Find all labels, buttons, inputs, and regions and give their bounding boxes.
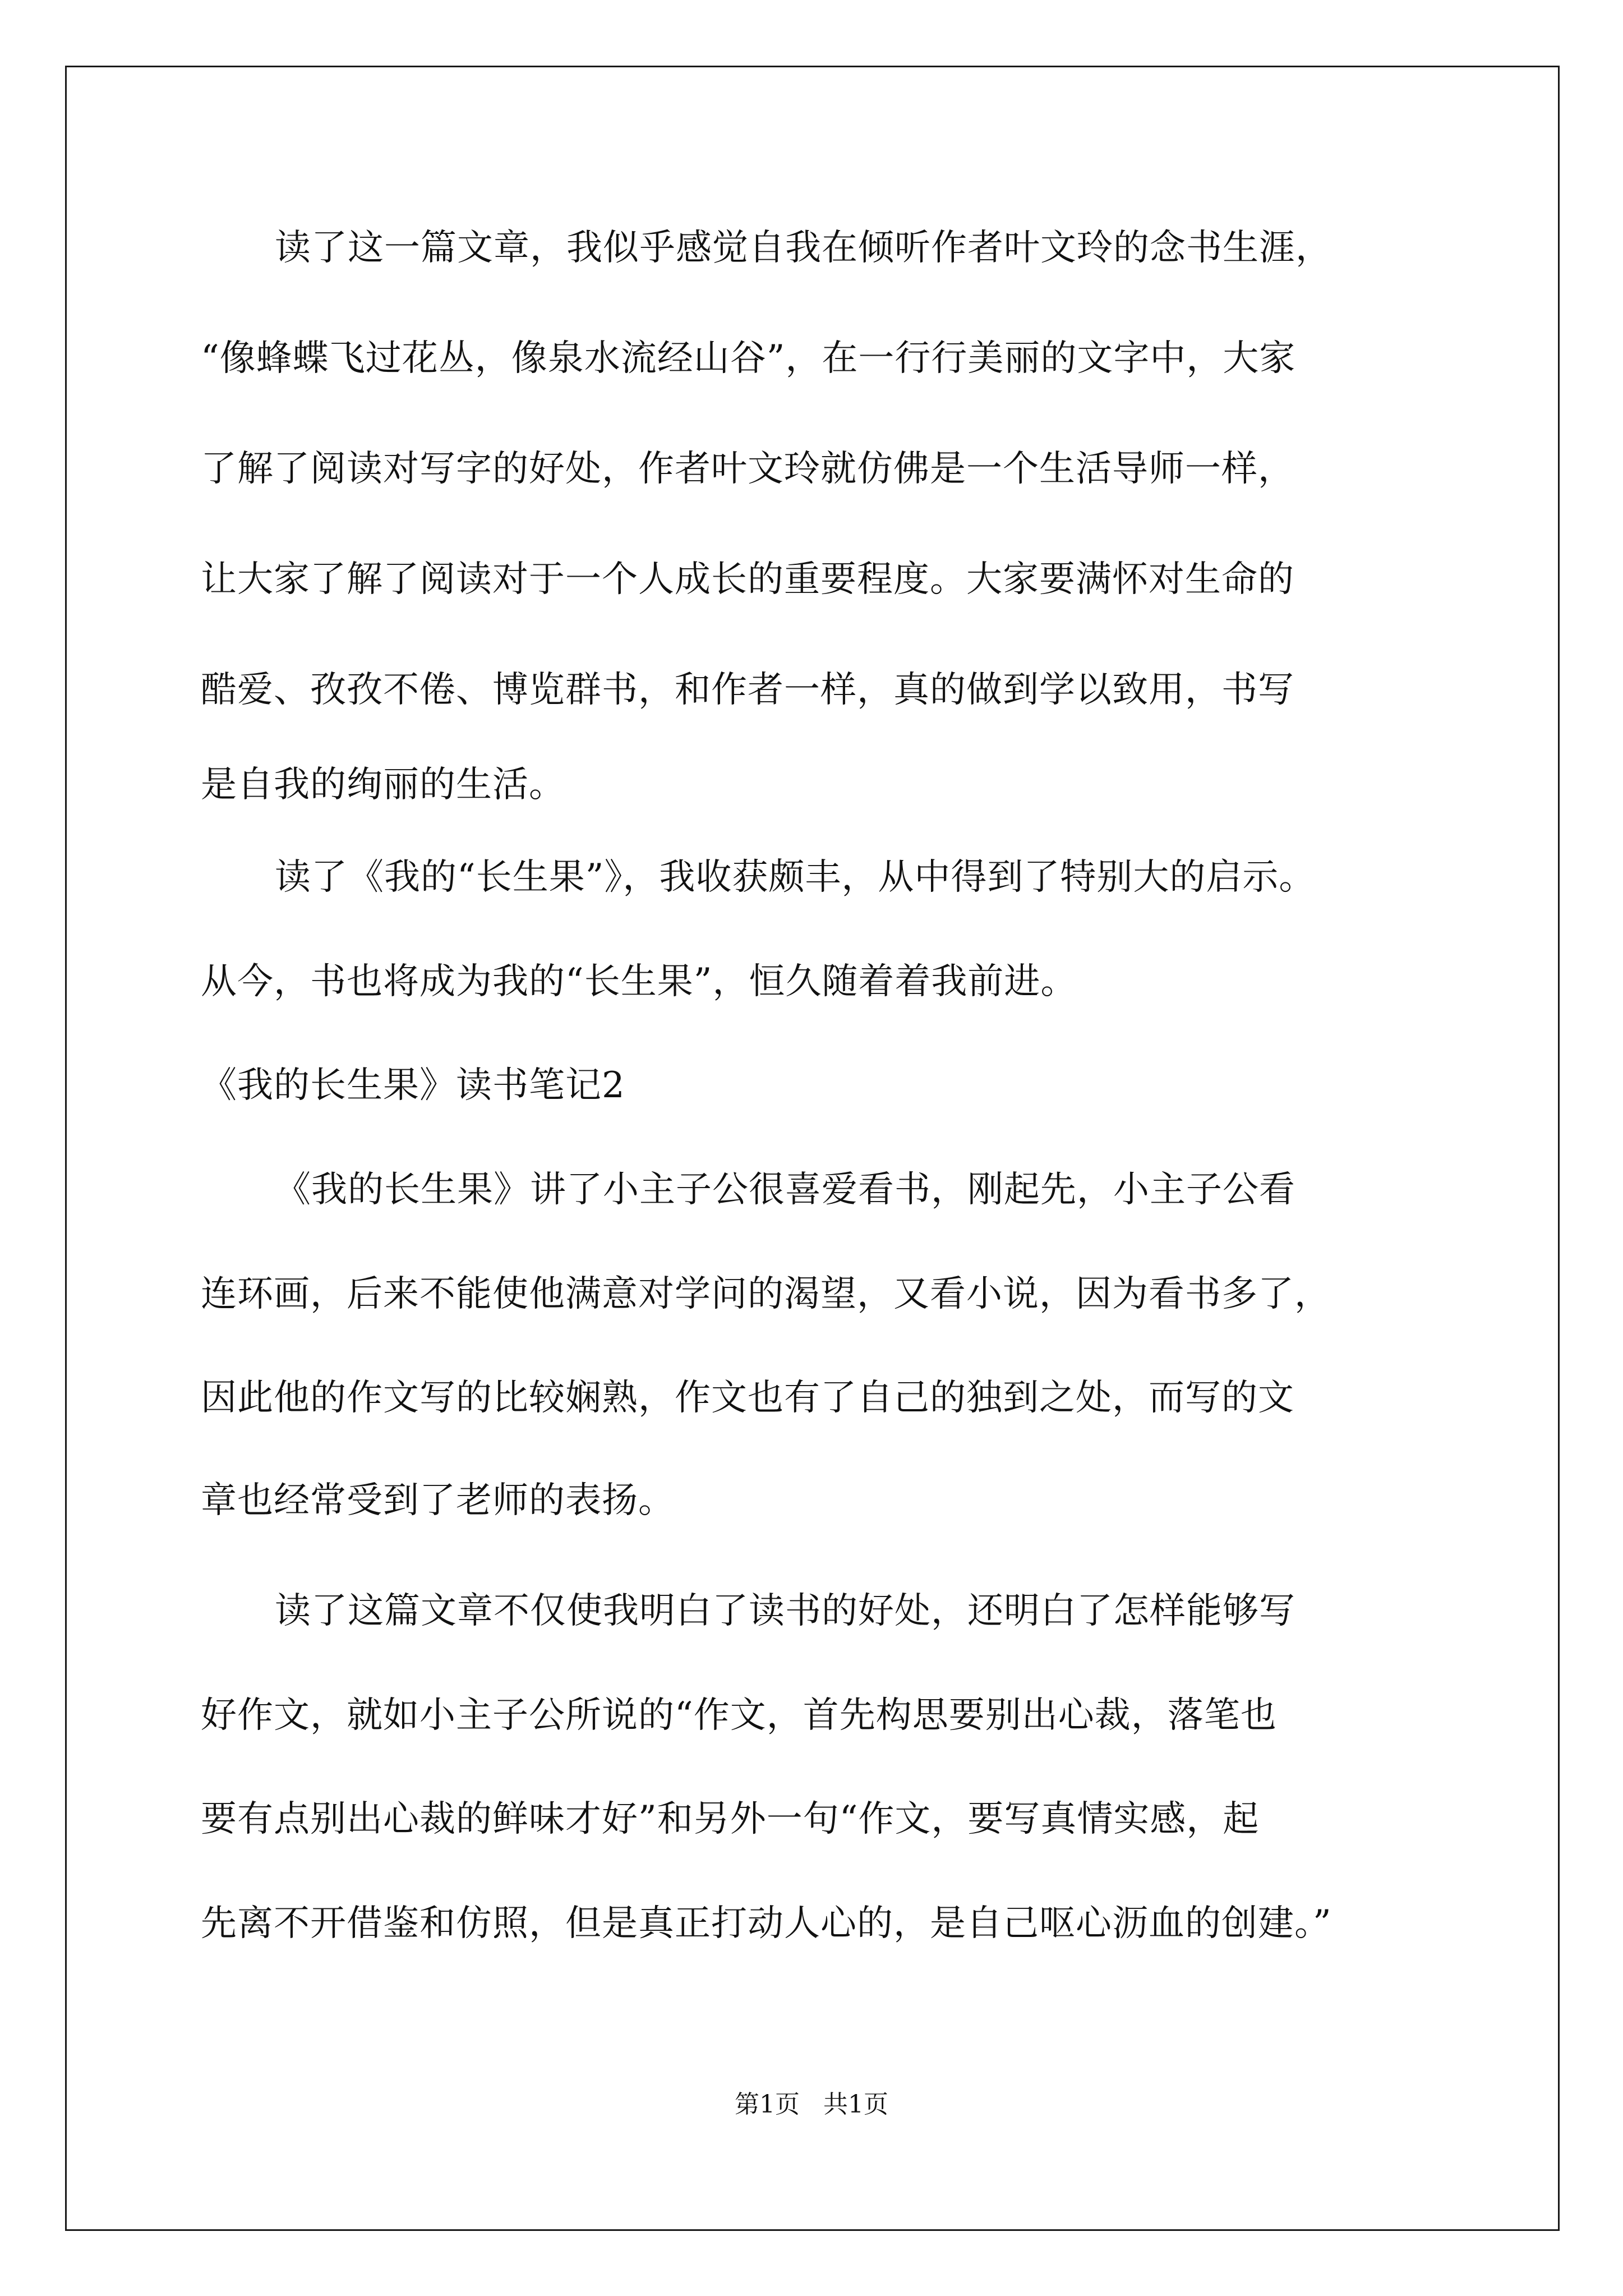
paragraph-line: 先离不开借鉴和仿照，但是真正打动人心的，是自己呕心沥血的创建。” bbox=[201, 1903, 1332, 1944]
paragraph-line: 让大家了解了阅读对于一个人成长的重要程度。大家要满怀对生命的 bbox=[201, 559, 1294, 600]
paragraph-line: 读了《我的“长生果”》，我收获颇丰，从中得到了特别大的启示。 bbox=[275, 857, 1316, 898]
paragraph-line: 章也经常受到了老师的表扬。 bbox=[201, 1480, 675, 1521]
paragraph-line: 是自我的绚丽的生活。 bbox=[201, 764, 565, 806]
page-number: 第1页 共1页 bbox=[735, 2090, 888, 2119]
paragraph-line: 好作文，就如小主子公所说的“作文，首先构思要别出心裁，落笔也 bbox=[201, 1695, 1277, 1736]
paragraph-line: 读了这篇文章不仅使我明白了读书的好处，还明白了怎样能够写 bbox=[275, 1590, 1295, 1632]
paragraph-line: 了解了阅读对写字的好处，作者叶文玲就仿佛是一个生活导师一样， bbox=[201, 448, 1294, 490]
paragraph-line: 酷爱、孜孜不倦、博览群书，和作者一样，真的做到学以致用，书写 bbox=[201, 669, 1294, 711]
section-heading: 《我的长生果》读书笔记2 bbox=[201, 1065, 625, 1106]
paragraph-line: 从今，书也将成为我的“长生果”，恒久随着着我前进。 bbox=[201, 961, 1077, 1002]
paragraph-line: 《我的长生果》讲了小主子公很喜爱看书，刚起先，小主子公看 bbox=[275, 1169, 1295, 1211]
paragraph-line: 读了这一篇文章，我似乎感觉自我在倾听作者叶文玲的念书生涯， bbox=[275, 227, 1332, 269]
paragraph-line: 因此他的作文写的比较娴熟，作文也有了自己的独到之处，而写的文 bbox=[201, 1377, 1294, 1419]
paragraph-line: 连环画，后来不能使他满意对学问的渴望，又看小说，因为看书多了， bbox=[201, 1273, 1331, 1315]
paragraph-line: “像蜂蝶飞过花丛，像泉水流经山谷”，在一行行美丽的文字中，大家 bbox=[201, 338, 1296, 379]
paragraph-line: 要有点别出心裁的鲜味才好”和另外一句“作文，要写真情实感，起 bbox=[201, 1798, 1260, 1840]
